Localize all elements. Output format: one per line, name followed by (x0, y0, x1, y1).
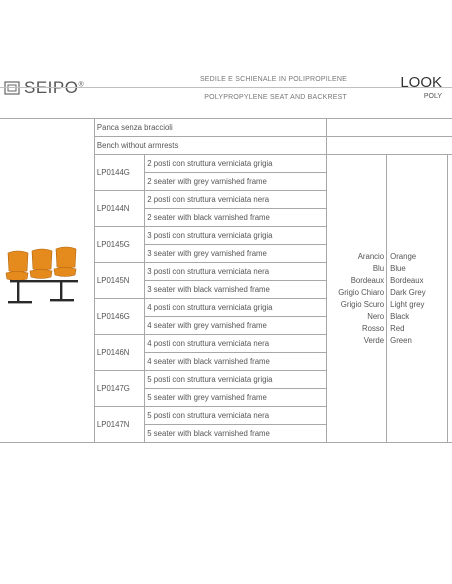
row-desc-it: 4 posti con struttura verniciata nera (145, 335, 326, 353)
subtitle-english: POLYPROPYLENE SEAT AND BACKREST (204, 94, 347, 101)
row-desc-it: 3 posti con struttura verniciata grigia (145, 227, 326, 245)
product-code: LP0146G (94, 299, 144, 335)
series-title: LOOK (400, 74, 442, 91)
row-desc-en: 5 seater with grey varnished frame (145, 389, 326, 407)
title-english: Bench without armrests (94, 137, 326, 155)
subtitle-italian: SEDILE E SCHIENALE IN POLIPROPILENE (199, 76, 347, 83)
product-code: LP0146N (94, 335, 144, 371)
row-desc-it: 2 posti con struttura verniciata grigia (145, 155, 326, 173)
product-image-cell (0, 119, 94, 443)
color-it: Grigio Scuro (340, 299, 385, 309)
row-desc-it: 4 posti con struttura verniciata grigia (145, 299, 326, 317)
row-desc-en: 4 seater with black varnished frame (145, 353, 326, 371)
header-divider (0, 87, 452, 88)
orange-bench-icon (0, 243, 92, 313)
color-en: Black (390, 311, 410, 321)
brand-name: SEIPO® (24, 78, 85, 97)
row-desc-en: 4 seater with grey varnished frame (145, 317, 326, 335)
color-it: Grigio Chiaro (338, 287, 385, 297)
color-en: Red (390, 323, 405, 333)
color-en: Bordeaux (390, 275, 424, 285)
color-it: Rosso (362, 323, 385, 333)
row-desc-en: 2 seater with black varnished frame (145, 209, 326, 227)
brand-logo (4, 78, 84, 98)
color-it: Bordeaux (350, 275, 385, 285)
row-desc-en: 2 seater with grey varnished frame (145, 173, 326, 191)
color-en: Green (390, 335, 412, 345)
row-desc-en: 3 seater with grey varnished frame (145, 245, 326, 263)
color-it: Verde (363, 335, 385, 345)
row-desc-it: 5 posti con struttura verniciata grigia (145, 371, 326, 389)
row-desc-en: 5 seater with black varnished frame (145, 425, 326, 443)
product-code: LP0144G (94, 155, 144, 191)
color-en: Dark Grey (390, 287, 426, 297)
product-table (0, 118, 452, 443)
row-desc-it: 3 posti con struttura verniciata nera (145, 263, 326, 281)
product-code: LP0145G (94, 227, 144, 263)
color-it: Arancio (357, 251, 385, 261)
title-italian: Panca senza braccioli (94, 119, 326, 137)
color-en: Orange (390, 251, 417, 261)
seipo-mark-icon (4, 81, 20, 95)
product-code: LP0145N (94, 263, 144, 299)
row-desc-it: 5 posti con struttura verniciata nera (145, 407, 326, 425)
colors-italian (326, 155, 386, 443)
colors-english (387, 155, 448, 443)
product-code: LP0144N (94, 191, 144, 227)
color-en: Blue (390, 263, 406, 273)
color-en: Light grey (390, 299, 425, 309)
color-it: Blu (372, 263, 385, 273)
product-code: LP0147G (94, 371, 144, 407)
series-subtitle: POLY (423, 93, 442, 100)
product-code: LP0147N (94, 407, 144, 443)
color-it: Nero (367, 311, 385, 321)
row-desc-it: 2 posti con struttura verniciata nera (145, 191, 326, 209)
row-desc-en: 3 seater with black varnished frame (145, 281, 326, 299)
